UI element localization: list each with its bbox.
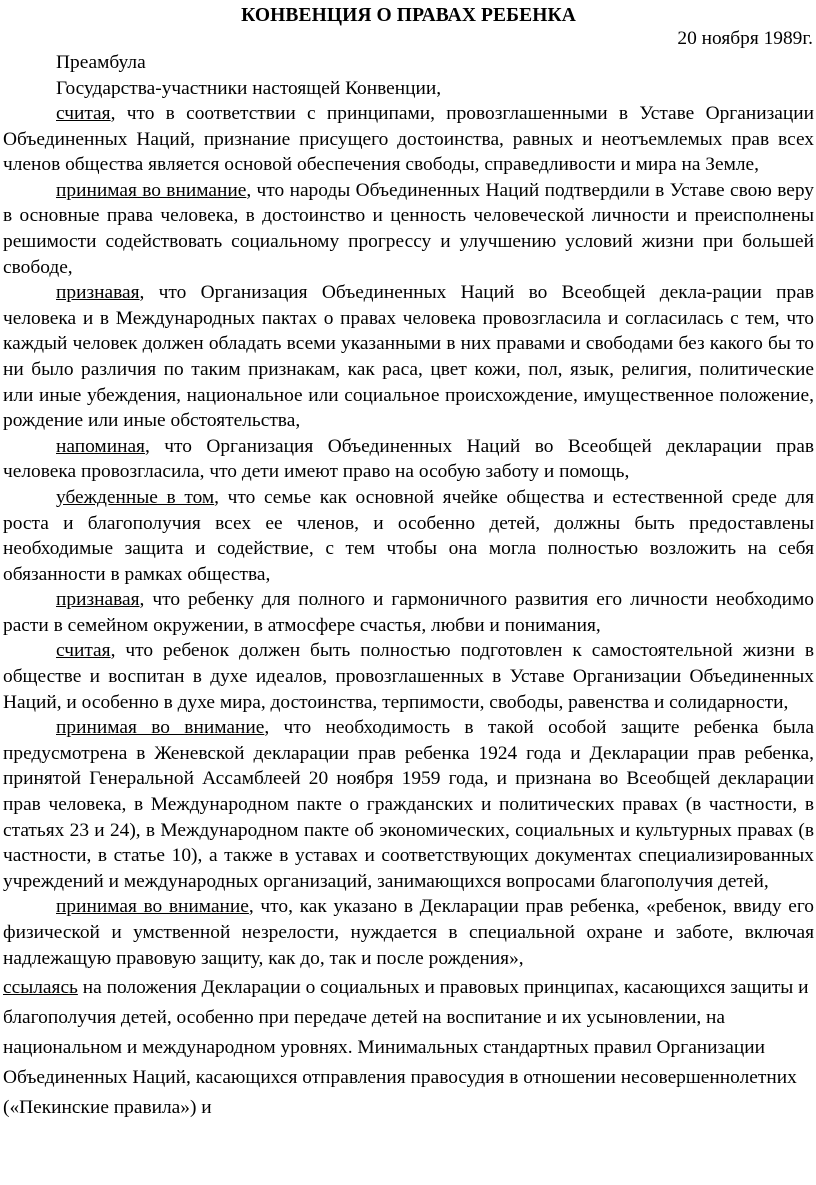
paragraph-text: на положения Декларации о социальных и правовых принципах, касающихся защиты и благополучия детей, особенно при передаче детей на воспитание и их усыновлении, на национальном и международном уровнях. Минимальных стандартных правил Организации Объединенных Наций, касающихся отправления правосудия в отношении несовершеннолетних («Пекинские правила») и xyxy=(3,977,809,1119)
paragraph-text: , что в соответствии с принципами, провозглашенными в Уставе Организации Объединенных Наций, признание присущего достоинства, равных и неотъемлемых прав всех членов общества является основой обеспечения свободы, справедливости и мира на Земле, xyxy=(3,103,814,176)
paragraph-keyword: считая xyxy=(56,640,111,662)
paragraph-keyword: считая xyxy=(56,103,111,124)
paragraph-text: , что Организация Объединенных Наций во Всеобщей декларации прав человека провозгласила, что дети имеют право на особую заботу и помощь, xyxy=(3,435,814,483)
paragraph-text: , что ребенку для полного и гармоничного развития его личности необходимо расти в семейном окружении, в атмосфере счастья, любви и понимания, xyxy=(3,589,814,636)
preamble-paragraph xyxy=(3,280,814,434)
paragraph-keyword: принимая во внимание xyxy=(56,717,265,739)
preamble-paragraph xyxy=(3,715,814,894)
paragraph-text: , что народы Объединенных Наций подтвердили в Уставе свою веру в основные права человека, в достоинство и ценность человеческой личности и преисполнены решимости содействовать социальному прогрессу и улучшению условий жизни при большей свободе, xyxy=(3,179,814,278)
preamble-paragraph xyxy=(3,587,814,638)
paragraph-keyword: признавая xyxy=(56,589,140,611)
paragraph-keyword: принимая во внимание xyxy=(56,179,247,201)
document-date: 20 ноября 1989г. xyxy=(677,28,813,49)
preamble-paragraph xyxy=(3,434,814,485)
section-heading: Преамбула xyxy=(56,52,146,73)
paragraph-text: , что семье как основной ячейке общества и естественной среде для роста и благополучия всех ее членов, и особенно детей, должны быть предоставлены необходимые защита и содействие, с тем чтобы она могла полностью возложить на себя обязанности в рамках общества, xyxy=(3,486,814,585)
preamble-paragraph xyxy=(3,894,814,971)
document-title: КОНВЕНЦИЯ О ПРАВАХ РЕБЕНКА xyxy=(241,5,576,26)
paragraph-text: , что ребенок должен быть полностью подготовлен к самостоятельной жизни в обществе и воспитан в духе идеалов, провозглашенных в Уставе Организации Объединенных Наций, и особенно в духе мира, достоинства, терпимости, свободы, равенства и солидарности, xyxy=(3,640,814,713)
intro-line: Государства-участники настоящей Конвенции, xyxy=(56,77,442,99)
paragraph-keyword: напоминая xyxy=(56,435,145,457)
paragraph-text: , что необходимость в такой особой защите ребенка была предусмотрена в Женевской декларации прав ребенка 1924 года и Декларации прав ребенка, принятой Генеральной Ассамблеей 20 ноября 1959 года, и признана во Всеобщей декларации прав человека, в Международном пакте о гражданских и политических правах (в частности, в статьях 23 и 24), в Международном пакте об экономических, социальных и культурных правах (в частности, в статье 10), а также в уставах и соответствующих документах специализированных учреждений и международных организаций, занимающихся вопросами благополучия детей, xyxy=(3,717,815,892)
paragraph-text: , что, как указано в Декларации прав ребенка, «ребенок, ввиду его физической и умственной незрелости, нуждается в специальной охране и заботе, включая надлежащую правовую защиту, как до, так и после рождения», xyxy=(3,896,815,969)
preamble-paragraph xyxy=(3,485,814,587)
paragraph-keyword: признавая xyxy=(56,282,140,304)
preamble-paragraph-tail xyxy=(3,971,814,1123)
paragraph-keyword: убежденные в том xyxy=(56,486,215,508)
preamble-paragraph xyxy=(3,101,814,178)
preamble-paragraph xyxy=(3,178,814,280)
paragraph-keyword: ссылаясь xyxy=(3,977,78,999)
paragraph-text: , что Организация Объединенных Наций во Всеобщей декла-рации прав человека и в Международных пактах о правах человека провозгласила и согласилась с тем, что каждый человек должен обладать всеми указанными в них правами и свободами без какого бы то ни было различия по таким признакам, как раса, цвет кожи, пол, язык, религия, политические или иные убеждения, национальное или социальное происхождение, имущественное положение, рождение или иные обстоятельства, xyxy=(3,282,814,432)
paragraph-keyword: принимая во внимание xyxy=(56,896,249,918)
preamble-paragraph xyxy=(3,638,814,715)
